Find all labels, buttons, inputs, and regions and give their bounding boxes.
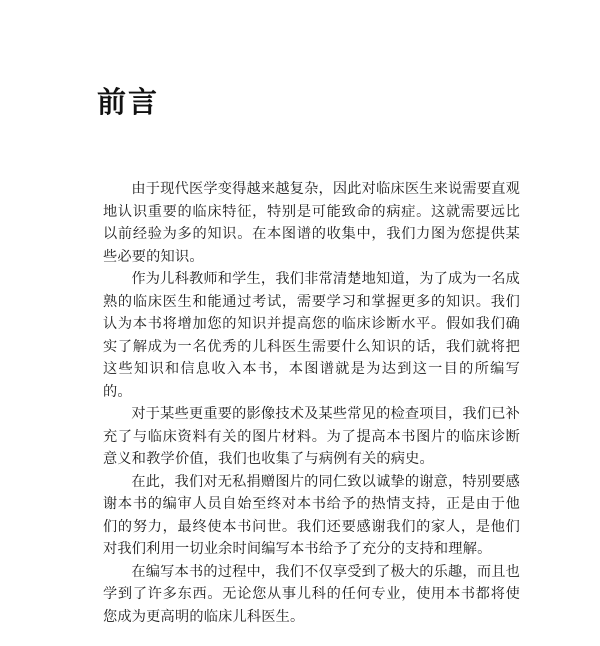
paragraph-2: 作为儿科教师和学生，我们非常清楚地知道，为了成为一名成熟的临床医生和能通过考试，需要学习和掌握更多的知识。我们认为本书将增加您的知识并提高您的临床诊断水平。假如我们确实了解成为一名优秀的儿科医生需要什么知识的话，我们就将把这些知识和信息收入本书，本图谱就是为达到这一目的所编写的。 [103,271,520,400]
paragraph-1: 由于现代医学变得越来越复杂，因此对临床医生来说需要直观地认识重要的临床特征，特别是可能致命的病症。这就需要远比以前经验为多的知识。在本图谱的收集中，我们力图为您提供某些必要的知识。 [103,181,520,265]
paragraph-5: 在编写本书的过程中，我们不仅享受到了极大的乐趣，而且也学到了许多东西。无论您从事儿科的任何专业，使用本书都将使您成为更高明的临床儿科医生。 [103,563,520,625]
paragraph-4: 在此，我们对无私捐赠图片的同仁致以诚挚的谢意，特别要感谢本书的编审人员自始至终对本书给予的热情支持，正是由于他们的努力，最终使本书问世。我们还要感谢我们的家人，是他们对我们利用一切业余时间编写本书给予了充分的支持和理解。 [103,473,520,557]
page-title: 前言 [97,85,160,119]
preface-body [103,178,520,628]
paragraph-3: 对于某些更重要的影像技术及某些常见的检查项目，我们已补充了与临床资料有关的图片材料。为了提高本书图片的临床诊断意义和教学价值，我们也收集了与病例有关的病史。 [103,406,520,467]
